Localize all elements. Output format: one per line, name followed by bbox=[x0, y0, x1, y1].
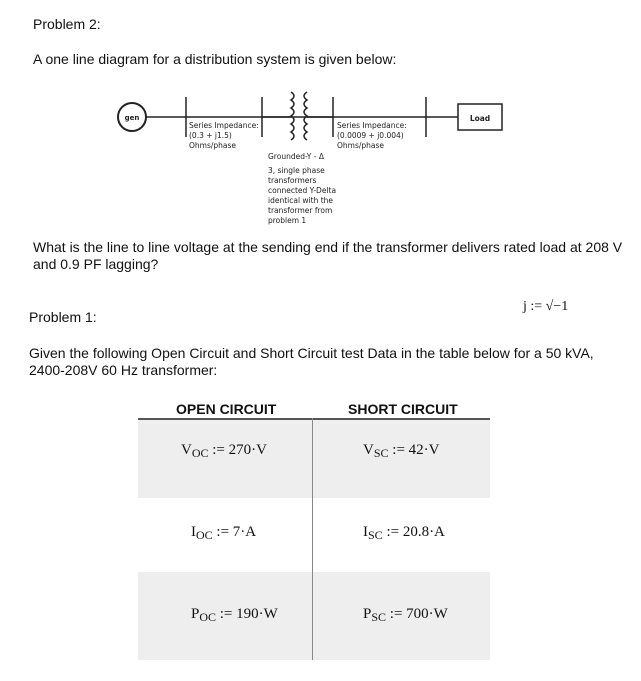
series2-line2: (0.0009 + j0.004) bbox=[337, 131, 404, 140]
transformer-line7: problem 1 bbox=[268, 216, 307, 225]
test-data-table bbox=[138, 396, 490, 664]
transformer-note bbox=[268, 152, 336, 226]
header-open-circuit: OPEN CIRCUIT bbox=[176, 401, 277, 417]
problem2-title: Problem 2: bbox=[33, 16, 101, 32]
transformer-line3: transformers bbox=[268, 176, 317, 185]
j-definition: j := √−1 bbox=[523, 299, 569, 314]
transformer-line5: identical with the bbox=[268, 196, 334, 205]
problem1-title: Problem 1: bbox=[29, 309, 97, 325]
psc-value: $P_{SC}$ := 700·W bbox=[363, 606, 448, 624]
transformer-line6: transformer from bbox=[268, 206, 333, 215]
column-divider bbox=[312, 418, 313, 660]
series-impedance-1 bbox=[189, 121, 259, 151]
intro-line2: 2400-208V 60 Hz transformer: bbox=[29, 362, 218, 378]
question-line2: and 0.9 PF lagging? bbox=[33, 256, 159, 272]
transformer-line2: 3, single phase bbox=[268, 166, 325, 175]
series1-line1: Series Impedance: bbox=[189, 121, 259, 130]
transformer-line4: connected Y-Delta bbox=[268, 186, 337, 195]
problem2-question bbox=[33, 239, 622, 273]
poc-value: $P_{OC}$ := 190·W bbox=[191, 606, 278, 624]
gen-label: gen bbox=[124, 114, 140, 122]
ioc-value: $I_{OC}$ := 7·A bbox=[191, 524, 257, 542]
load-label: Load bbox=[469, 114, 491, 123]
transformer-symbol bbox=[262, 92, 333, 140]
isc-value: $I_{SC}$ := 20.8·A bbox=[363, 524, 445, 542]
question-line1: What is the line to line voltage at the sending end if the transformer delivers rated load at 208 V bbox=[33, 239, 623, 255]
problem2-intro: A one line diagram for a distribution system is given below: bbox=[33, 51, 397, 67]
series-impedance-2 bbox=[337, 121, 407, 151]
problem1-intro bbox=[29, 345, 594, 379]
transformer-line1: Grounded-Y - Δ bbox=[268, 152, 324, 161]
series1-line2: (0.3 + j1.5) bbox=[189, 131, 232, 140]
vsc-value: $V_{SC}$ := 42·V bbox=[363, 442, 440, 460]
series2-line3: Ohms/phase bbox=[337, 141, 385, 150]
voc-value: $V_{OC}$ := 270·V bbox=[181, 442, 267, 460]
header-short-circuit: SHORT CIRCUIT bbox=[348, 401, 458, 417]
intro-line1: Given the following Open Circuit and Short Circuit test Data in the table below for a 50 kVA, bbox=[29, 345, 594, 361]
series1-line3: Ohms/phase bbox=[189, 141, 237, 150]
series2-line1: Series Impedance: bbox=[337, 121, 407, 130]
